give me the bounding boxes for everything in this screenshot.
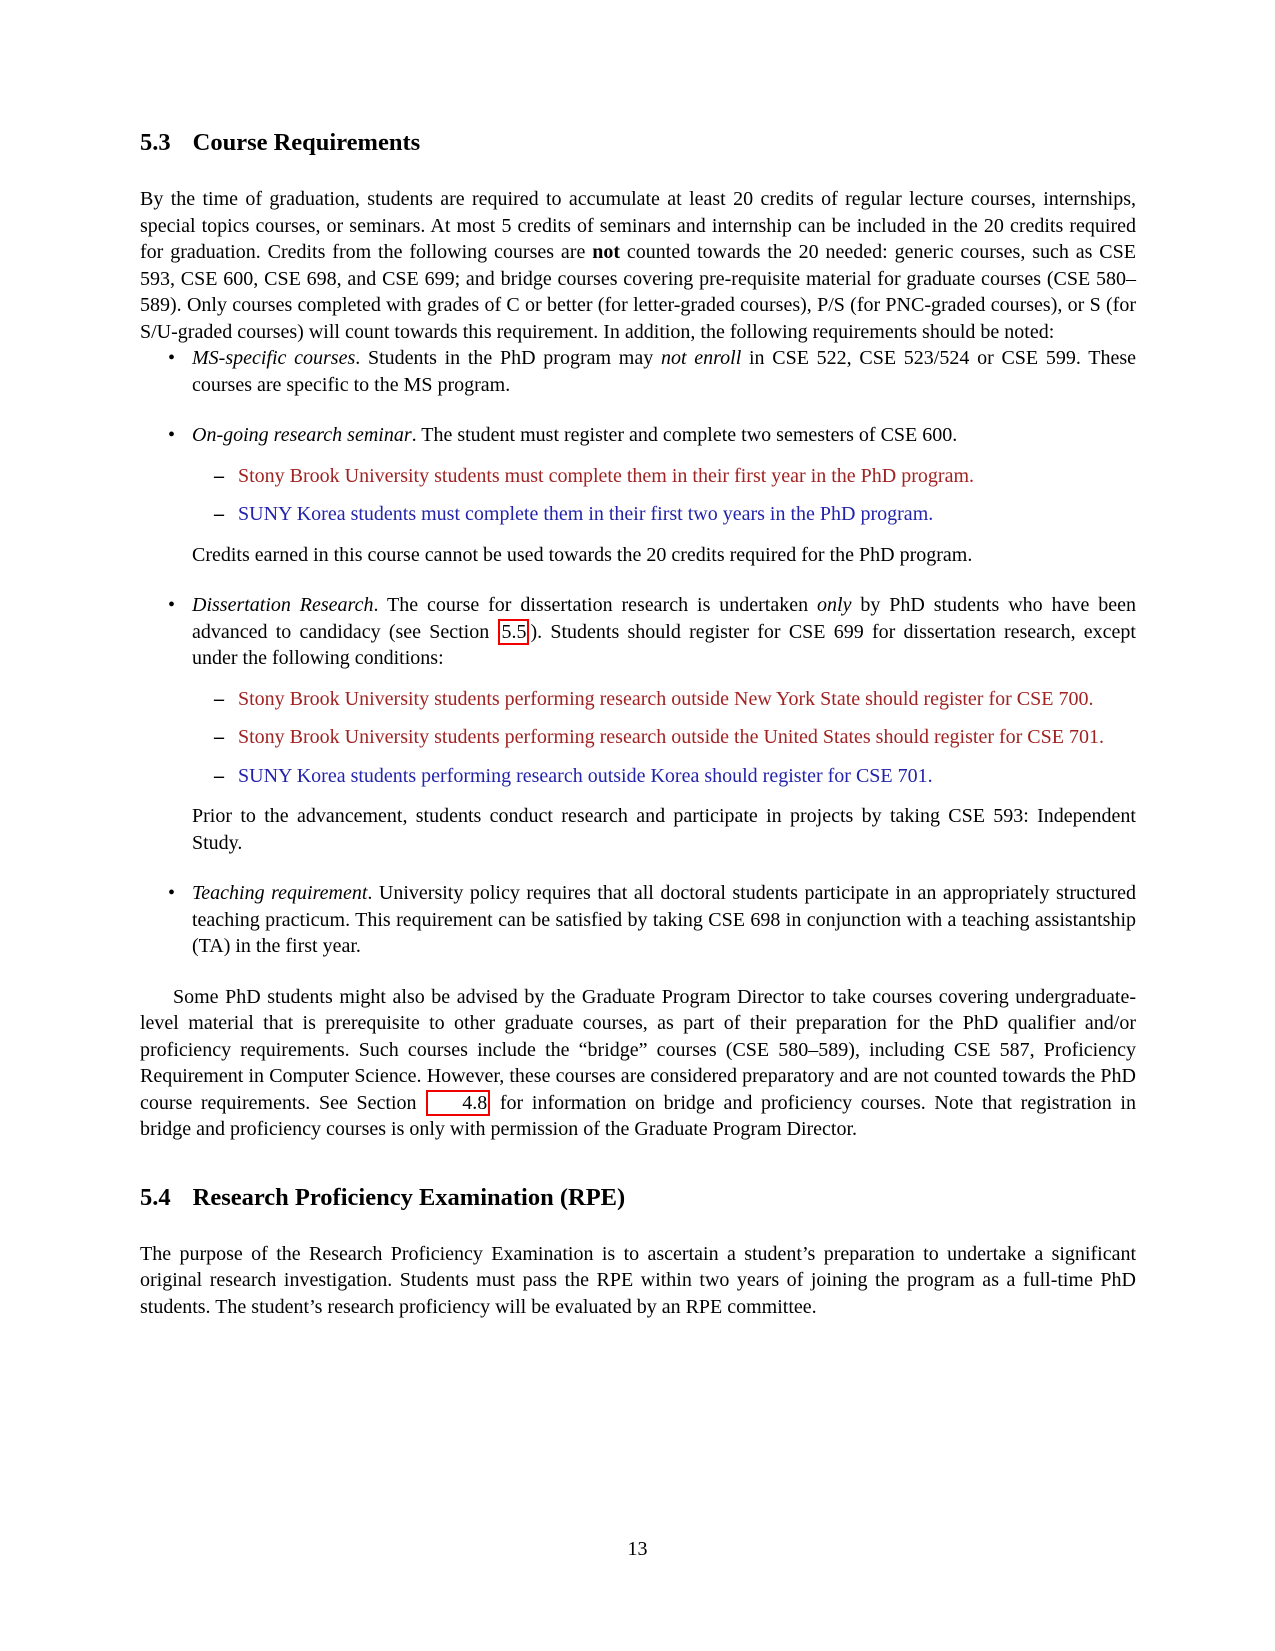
paragraph-bridge-courses bbox=[140, 984, 1136, 1143]
sub-item-outside-nys bbox=[192, 686, 1136, 713]
item-text bbox=[192, 345, 1136, 398]
italic-run: MS-specific courses bbox=[192, 347, 356, 369]
page-content bbox=[140, 128, 1136, 1320]
section-heading-5-3 bbox=[140, 128, 1136, 158]
blue-text-run: SUNY Korea students must complete them in their first two years in the PhD program. bbox=[238, 503, 934, 525]
sub-list bbox=[192, 686, 1136, 790]
section-title: Research Proficiency Examination (RPE) bbox=[192, 1183, 626, 1211]
sub-item-suny-korea bbox=[192, 501, 1136, 528]
text-run: Some PhD students might also be advised by the Graduate Program Director to take courses covering undergraduate-level material that is prerequisite to other graduate courses, as part of their preparation for the PhD qualifier and/or proficiency requirements. Such courses include the “bridge” courses (CSE 580–589), including CSE 587, Proficiency Requirement in Computer Science. However, these courses are considered preparatory and are not counted towards the PhD course requirements. See Section bbox=[140, 985, 1136, 1114]
italic-run: only bbox=[817, 594, 852, 616]
italic-run: Teaching requirement bbox=[192, 882, 368, 904]
dash-icon: – bbox=[214, 687, 224, 710]
sub-item-outside-us bbox=[192, 724, 1136, 751]
red-text-run: Stony Brook University students performing research outside New York State should register for CSE 700. bbox=[238, 687, 1094, 710]
red-text-run: Stony Brook University students performing research outside the United States should register for CSE 701. bbox=[238, 726, 1104, 748]
text-run: By the time of graduation, students are required to accumulate at least 20 credits of regular lecture courses, internships, special topics courses, or seminars. At most 5 credits of seminars and internship can be included in the 20 credits required for graduation. Credits from the following courses are bbox=[140, 188, 1136, 263]
item-text bbox=[192, 592, 1136, 672]
text-run: by PhD students who have been advanced to candidacy (see Section bbox=[192, 594, 1136, 643]
italic-run: On-going research seminar bbox=[192, 424, 412, 446]
text-run: . The course for dissertation research is undertaken bbox=[373, 594, 818, 616]
section-heading-5-4 bbox=[140, 1183, 1136, 1213]
bold-run: not bbox=[592, 241, 621, 263]
bullet-icon: • bbox=[168, 347, 176, 369]
text-run: ). Students should register for CSE 699 for dissertation research, except under the following conditions: bbox=[192, 620, 1136, 669]
section-number: 5.3 bbox=[140, 129, 171, 156]
requirements-list bbox=[140, 345, 1136, 960]
dash-icon: – bbox=[214, 464, 224, 487]
page-number: 13 bbox=[627, 1538, 648, 1560]
section-number: 5.4 bbox=[140, 1183, 171, 1211]
section-title: Course Requirements bbox=[192, 129, 421, 156]
bullet-icon: • bbox=[168, 882, 176, 904]
text-run: . University policy requires that all doctoral students participate in an appropriately structured teaching practicum. This requirement can be satisfied by taking CSE 698 in conjunction with a teaching assistantship (TA) in the first year. bbox=[192, 882, 1136, 957]
list-item-teaching-requirement bbox=[140, 880, 1136, 960]
text-run: . The student must register and complete two semesters of CSE 600. bbox=[411, 424, 958, 446]
item-text bbox=[192, 880, 1136, 960]
italic-run: Dissertation Research bbox=[192, 594, 374, 616]
paragraph-rpe-purpose: The purpose of the Research Proficiency Examination is to ascertain a student’s preparation to undertake a significant original research investigation. Students must pass the RPE within two years of joining the program as a full-time PhD students. The student’s research proficiency will be evaluated by an RPE committee. bbox=[140, 1242, 1136, 1318]
list-item-dissertation-research bbox=[140, 592, 1136, 856]
text-run: counted towards the 20 needed: generic courses, such as CSE 593, CSE 600, CSE 698, and CSE 699; and bridge courses covering pre-requisite material for graduate courses (CSE 580–589). Only courses completed with grades of C or better (for letter-graded courses), P/S (for PNC-graded courses), or S (for S/U-graded courses) will count towards this requirement. In addition, the following requirements should be noted: bbox=[140, 241, 1136, 343]
paragraph-course-requirements bbox=[140, 186, 1136, 345]
dash-icon: – bbox=[214, 726, 224, 748]
sub-item-outside-korea bbox=[192, 763, 1136, 790]
item-continuation: Prior to the advancement, students conduct research and participate in projects by taking CSE 593: Independent Study. bbox=[192, 805, 1136, 854]
bullet-icon: • bbox=[168, 424, 176, 446]
list-item-ongoing-seminar bbox=[140, 422, 1136, 568]
text-run: for information on bridge and proficiency courses. Note that registration in bridge and proficiency courses is only with permission of the Graduate Program Director. bbox=[140, 1091, 1136, 1140]
text-run: . Students in the PhD program may bbox=[355, 347, 661, 369]
bullet-icon: • bbox=[168, 594, 176, 616]
sub-item-stony-brook bbox=[192, 463, 1136, 490]
red-text-run: Stony Brook University students must complete them in their first year in the PhD program. bbox=[238, 464, 975, 487]
text-run: in CSE 522, CSE 523/524 or CSE 599. These courses are specific to the MS program. bbox=[192, 347, 1136, 396]
section-ref-link-4-8[interactable]: 4.8 bbox=[426, 1090, 490, 1116]
list-item-ms-specific bbox=[140, 345, 1136, 398]
italic-run: not enroll bbox=[660, 347, 742, 369]
sub-list bbox=[192, 463, 1136, 528]
item-text bbox=[192, 422, 1136, 449]
dash-icon: – bbox=[214, 764, 224, 787]
section-ref-link-5-5[interactable]: 5.5 bbox=[498, 619, 529, 645]
item-continuation: Credits earned in this course cannot be used towards the 20 credits required for the PhD program. bbox=[192, 543, 973, 566]
blue-text-run: SUNY Korea students performing research outside Korea should register for CSE 701. bbox=[238, 764, 933, 787]
dash-icon: – bbox=[214, 503, 224, 525]
